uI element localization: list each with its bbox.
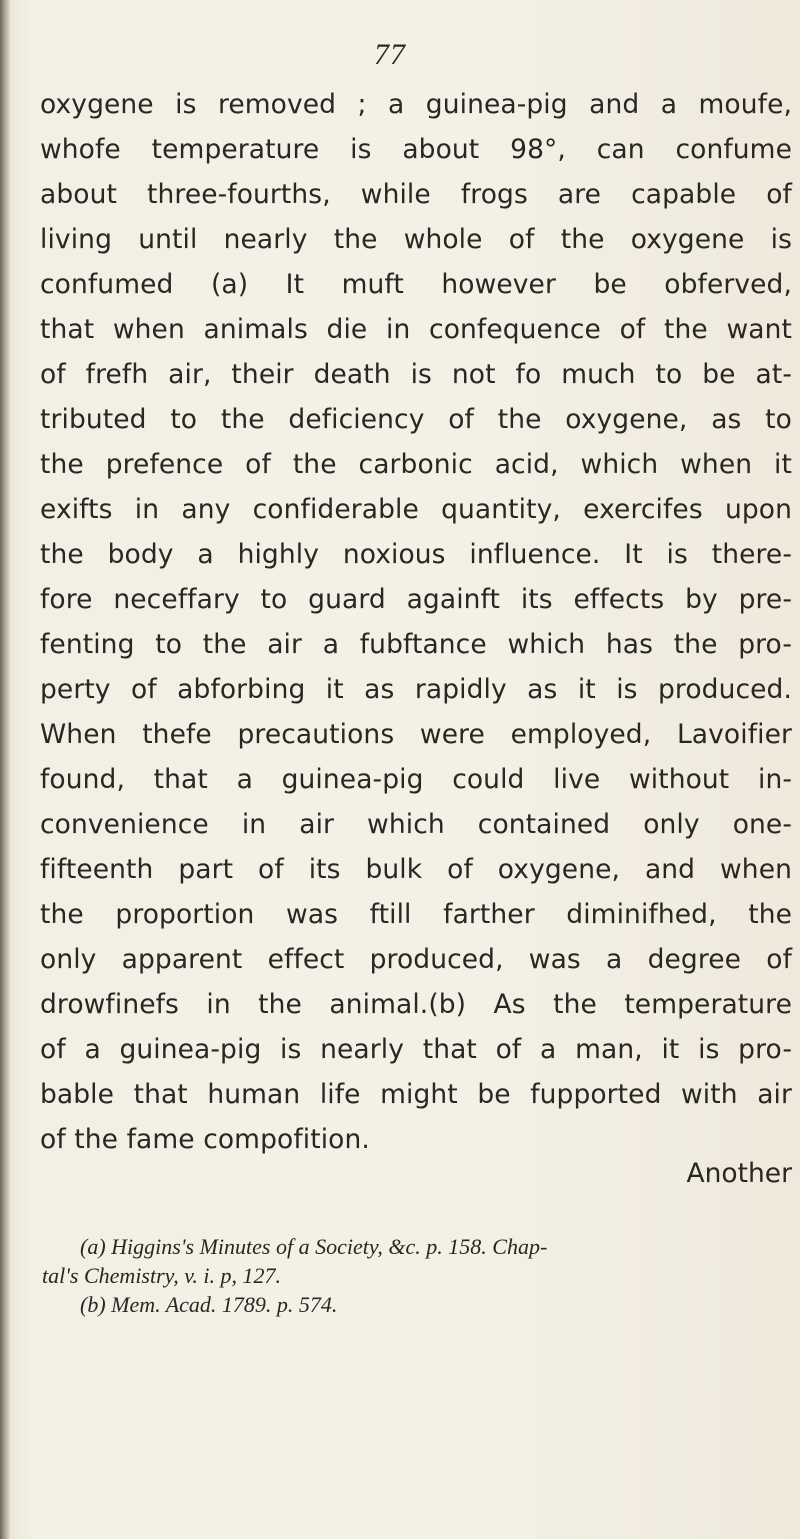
footnote-b: (b) Mem. Acad. 1789. p. 574. (80, 1292, 338, 1317)
text-line: When thefe precautions were employed, Lavoifier (40, 719, 792, 750)
footnote-a-continued: tal's Chemistry, v. i. p, 127. (42, 1263, 281, 1288)
catchword: Another (686, 1158, 792, 1189)
text-line: exifts in any confiderable quantity, exercifes upon (40, 494, 792, 525)
text-line: tributed to the deficiency of the oxygene, as to (40, 404, 792, 435)
text-line: the proportion was ftill farther diminifhed, the (40, 899, 792, 930)
text-line: fore neceffary to guard againft its effects by pre- (40, 584, 792, 615)
text-line: that when animals die in confequence of the want (40, 314, 792, 345)
text-line: about three-fourths, while frogs are capable of (40, 179, 792, 210)
text-line: of the fame compofition. (40, 1124, 370, 1155)
text-line: perty of abforbing it as rapidly as it is produced. (40, 674, 792, 705)
text-line: of frefh air, their death is not fo much to be at- (40, 359, 792, 390)
page-number: 77 (374, 38, 406, 71)
text-line: only apparent effect produced, was a degree of (40, 944, 792, 975)
footnote-a: (a) Higgins's Minutes of a Society, &c. p. 158. Chap- (80, 1234, 548, 1259)
text-line: confumed (a) It muft however be obferved, (40, 269, 792, 300)
footnotes (42, 1232, 794, 1319)
body-text (40, 82, 792, 1162)
text-line: oxygene is removed ; a guinea-pig and a moufe, (40, 89, 792, 120)
text-line: whofe temperature is about 98°, can confume (40, 134, 792, 165)
text-line: drowfinefs in the animal.(b) As the temperature (40, 989, 792, 1020)
text-line: the prefence of the carbonic acid, which when it (40, 449, 792, 480)
text-line: of a guinea-pig is nearly that of a man, it is pro- (40, 1034, 792, 1065)
text-line: bable that human life might be fupported with air (40, 1079, 792, 1110)
text-line: found, that a guinea-pig could live without in- (40, 764, 792, 795)
text-line: fenting to the air a fubftance which has the pro- (40, 629, 792, 660)
text-line: living until nearly the whole of the oxygene is (40, 224, 792, 255)
text-line: the body a highly noxious influence. It is there- (40, 539, 792, 570)
binding-gutter (0, 0, 10, 1539)
text-line: fifteenth part of its bulk of oxygene, and when (40, 854, 792, 885)
text-line: convenience in air which contained only one- (40, 809, 792, 840)
